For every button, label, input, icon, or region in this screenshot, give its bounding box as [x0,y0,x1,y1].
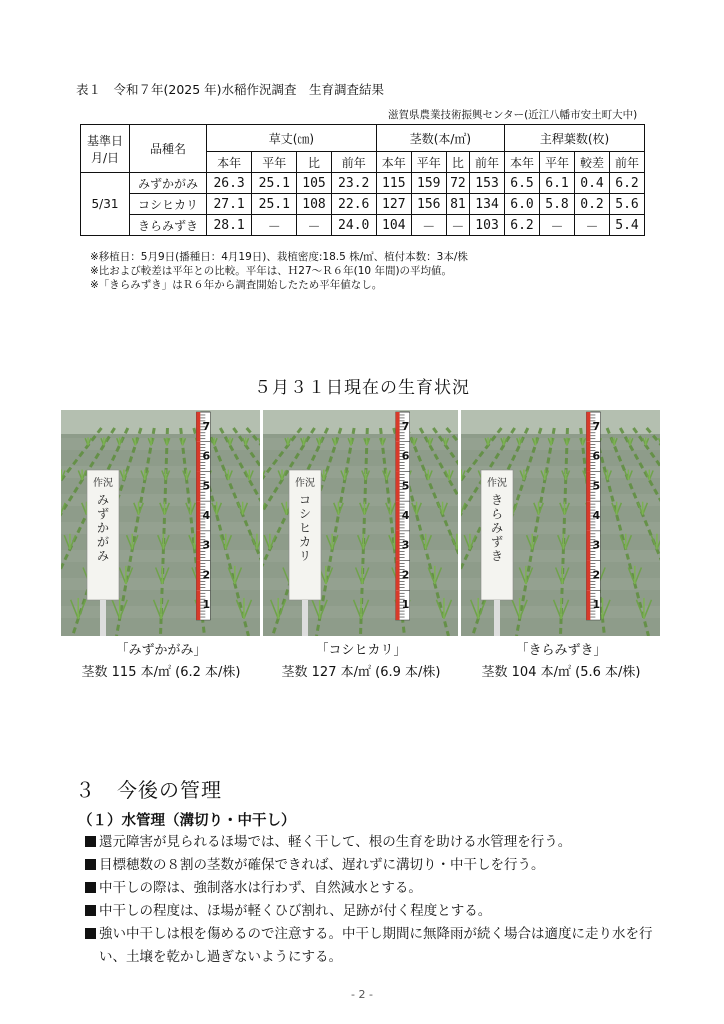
caption-stems: 茎数 104 本/㎡ (5.6 本/株) [481,665,641,680]
sign-character: き [490,549,504,563]
photo-kiramizuki [461,410,660,636]
value-cell: 22.6 [331,194,376,215]
value-cell: 103 [470,215,505,236]
ruler-digit: 1 [592,598,601,612]
square-bullet-icon [85,882,96,893]
variety-cell: コシヒカリ [130,194,207,215]
sign-character: が [96,535,110,549]
ruler-digit: 4 [401,508,410,522]
header-stem-count: 茎数(本/㎡) [376,125,504,152]
header-variety: 品種名 [130,125,207,173]
caption-variety: 「きらみずき」 [515,643,607,658]
bullet-item: 中干しの程度は、ほ場が軽くひび割れ、足跡が付く程度とする。 [85,900,665,923]
value-cell: 6.2 [609,173,644,194]
value-cell: 0.4 [575,173,610,194]
sign-character: コ [298,493,312,507]
note-line: ※比および較差は平年との比較。平年は、Ｈ27～Ｒ６年(10 年間)の平均値。 [90,265,453,277]
header-date: 基準日 月/日 [81,125,130,173]
value-cell: － [252,215,297,236]
bullet-item: 目標穂数の８割の茎数が確保できれば、遅れずに溝切り・中干しを行う。 [85,854,665,877]
sub-header-cell: 平年 [540,152,575,173]
photo-koshihikari [263,410,458,636]
value-cell: 5.6 [609,194,644,215]
value-cell: － [540,215,575,236]
page-number: - 2 - [351,988,373,1001]
value-cell: 127 [376,194,411,215]
value-cell: 108 [297,194,331,215]
sign-character: み [96,549,110,563]
sign-header: 作況 [93,478,113,489]
sign-character: み [96,493,110,507]
sub-header-cell: 平年 [252,152,297,173]
value-cell: 5.4 [609,215,644,236]
sign-character: き [490,493,504,507]
photo-section-heading: ５月３１日現在の生育状況 [254,378,470,398]
measuring-ruler [586,412,600,620]
sub-header-cell: 平年 [411,152,446,173]
caption-stems: 茎数 115 本/㎡ (6.2 本/株) [81,665,241,680]
measuring-ruler [396,412,410,620]
photo-caption [61,640,261,684]
value-cell: 25.1 [252,194,297,215]
value-cell: 115 [376,173,411,194]
square-bullet-icon [85,928,96,939]
table-source-org: 滋賀県農業技術振興センター(近江八幡市安土町大中) [388,109,638,121]
bullet-list [85,831,665,969]
header-plant-height: 草丈(㎝) [207,125,377,152]
value-cell: 27.1 [207,194,252,215]
value-cell: 81 [446,194,469,215]
subsection-title: （１）水管理（溝切り・中干し） [78,813,296,829]
value-cell: － [411,215,446,236]
ruler-digit: 3 [202,538,211,552]
sign-character: ず [96,507,110,521]
square-bullet-icon [85,859,96,870]
ruler-digit: 4 [592,508,601,522]
caption-variety: 「みずかがみ」 [115,643,207,658]
photo-caption [461,640,661,684]
ruler-digit: 3 [592,538,601,552]
sub-header-cell: 本年 [376,152,411,173]
sub-header-cell: 前年 [331,152,376,173]
note-line: ※「きらみずき」はＲ６年から調査開始したため平年値なし。 [90,279,383,291]
ruler-digit: 7 [592,419,601,433]
ruler-digit: 5 [202,479,211,493]
note-line: ※移植日：5月9日(播種日：4月19日)、栽植密度:18.5 株/㎡、植付本数：3本/株 [90,251,468,263]
bullet-item: 還元障害が見られるほ場では、軽く干して、根の生育を助ける水管理を行う。 [85,831,665,854]
bullet-item: 強い中干しは根を傷めるので注意する。中干し期間に無降雨が続く場合は適度に走り水を行い、土壌を乾かし過ぎないようにする。 [85,923,665,969]
value-cell: 28.1 [207,215,252,236]
table-title: 表１ 令和７年(2025 年)水稲作況調査 生育調査結果 [76,82,385,97]
value-cell: 24.0 [331,215,376,236]
value-cell: 6.0 [505,194,540,215]
value-cell: 104 [376,215,411,236]
table-row [81,194,645,215]
ruler-digit: 6 [202,449,211,463]
sub-header-cell: 前年 [470,152,505,173]
sub-header-cell: 比 [446,152,469,173]
ruler-digit: 6 [401,449,410,463]
ruler-digit: 4 [202,508,211,522]
value-cell: 5.8 [540,194,575,215]
table-row [81,215,645,236]
variety-cell: みずかがみ [130,173,207,194]
ruler-digit: 2 [592,568,601,582]
sub-header-cell: 較差 [575,152,610,173]
value-cell: 72 [446,173,469,194]
sign-header: 作況 [487,478,507,489]
ruler-digit: 7 [401,419,410,433]
photo-caption [261,640,461,684]
date-cell: 5/31 [81,173,130,236]
ruler-digit: 2 [401,568,410,582]
caption-variety: 「コシヒカリ」 [315,643,407,658]
sign-header: 作況 [295,478,315,489]
measuring-ruler [196,412,210,620]
ruler-digit: 7 [202,419,211,433]
variety-cell: きらみずき [130,215,207,236]
value-cell: 105 [297,173,331,194]
sign-character: カ [298,535,312,549]
section-title: ３ 今後の管理 [75,778,222,802]
value-cell: 6.5 [505,173,540,194]
value-cell: － [446,215,469,236]
caption-stems: 茎数 127 本/㎡ (6.9 本/株) [281,665,441,680]
header-leaf-count: 主稈葉数(枚) [505,125,645,152]
table-notes [90,250,468,292]
sign-character: ず [490,535,504,549]
value-cell: 26.3 [207,173,252,194]
value-cell: － [575,215,610,236]
value-cell: 159 [411,173,446,194]
sign-character: リ [298,549,312,563]
growth-survey-table [80,124,645,236]
value-cell: 6.2 [505,215,540,236]
ruler-digit: 3 [401,538,410,552]
sign-character: ら [490,507,504,521]
value-cell: 23.2 [331,173,376,194]
photo-mizukagami [61,410,260,636]
sub-header-cell: 本年 [207,152,252,173]
sign-character: シ [298,507,312,521]
value-cell: 134 [470,194,505,215]
value-cell: 6.1 [540,173,575,194]
value-cell: 0.2 [575,194,610,215]
square-bullet-icon [85,905,96,916]
sub-header-cell: 本年 [505,152,540,173]
sign-character: か [96,521,110,535]
ruler-digit: 6 [592,449,601,463]
ruler-digit: 5 [592,479,601,493]
ruler-digit: 2 [202,568,211,582]
sign-character: み [490,521,504,535]
value-cell: 25.1 [252,173,297,194]
value-cell: 156 [411,194,446,215]
table-row [81,173,645,194]
sign-character: ヒ [298,521,312,535]
value-cell: 153 [470,173,505,194]
bullet-item: 中干しの際は、強制落水は行わず、自然減水とする。 [85,877,665,900]
square-bullet-icon [85,836,96,847]
sub-header-cell: 前年 [609,152,644,173]
ruler-digit: 5 [401,479,410,493]
value-cell: － [297,215,331,236]
ruler-digit: 1 [401,598,410,612]
sub-header-cell: 比 [297,152,331,173]
ruler-digit: 1 [202,598,211,612]
